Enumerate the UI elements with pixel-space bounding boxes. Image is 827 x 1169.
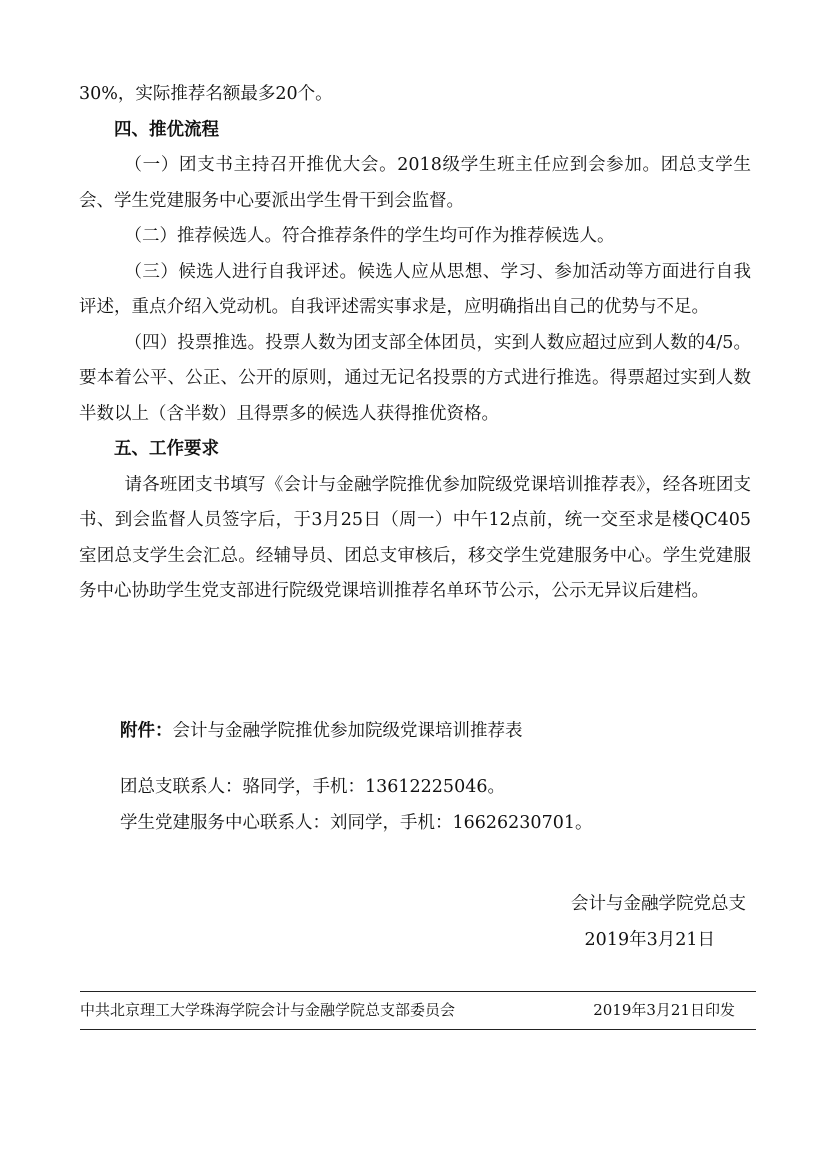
process-step-1: （一）团支书主持召开推优大会。2018级学生班主任应到会参加。团总支学生会、学生党建服务中心要派出学生骨干到会监督。 xyxy=(79,155,751,211)
continued-paragraph: 30%，实际推荐名额最多20个。 xyxy=(79,84,333,104)
section-heading-requirements: 五、工作要求 xyxy=(114,439,219,459)
document-body xyxy=(79,77,751,610)
contact-league-branch: 团总支联系人：骆同学，手机：13612225046。 xyxy=(120,777,505,797)
signature-organization: 会计与金融学院党总支 xyxy=(571,894,746,914)
requirements-paragraph: 请各班团支书填写《会计与金融学院推优参加院级党课培训推荐表》，经各班团支书、到会监督人员签字后，于3月25日（周一）中午12点前，统一交至求是楼QC405室团总支学生会汇总。经辅导员、团总支审核后，移交学生党建服务中心。学生党建服务中心协助学生党支部进行院级党课培训推荐名单环节公示，公示无异议后建档。 xyxy=(79,474,751,601)
footer-top-rule xyxy=(80,991,756,992)
attachment-title: 会计与金融学院推优参加院级党课培训推荐表 xyxy=(172,721,523,741)
attachment-line xyxy=(120,713,760,749)
footer-issue-date: 2019年3月21日印发 xyxy=(593,1001,735,1019)
signature-date: 2019年3月21日 xyxy=(584,930,715,950)
footer-bottom-rule xyxy=(80,1029,756,1030)
contacts-block xyxy=(120,769,760,841)
process-step-4: （四）投票推选。投票人数为团支部全体团员，实到人数应超过应到人数的4/5。要本着公平、公正、公开的原则，通过无记名投票的方式进行推选。得票超过实到人数半数以上（含半数）且得票多的候选人获得推优资格。 xyxy=(79,332,751,424)
footer-issuer: 中共北京理工大学珠海学院会计与金融学院总支部委员会 xyxy=(80,1001,456,1019)
contact-party-center: 学生党建服务中心联系人：刘同学，手机：16626230701。 xyxy=(120,813,593,833)
process-step-2: （二）推荐候选人。符合推荐条件的学生均可作为推荐候选人。 xyxy=(124,226,615,246)
section-heading-process: 四、推优流程 xyxy=(114,119,219,140)
attachment-label: 附件： xyxy=(120,721,173,741)
process-step-3: （三）候选人进行自我评述。候选人应从思想、学习、参加活动等方面进行自我评述，重点介绍入党动机。自我评述需实事求是，应明确指出自己的优势与不足。 xyxy=(79,261,751,317)
